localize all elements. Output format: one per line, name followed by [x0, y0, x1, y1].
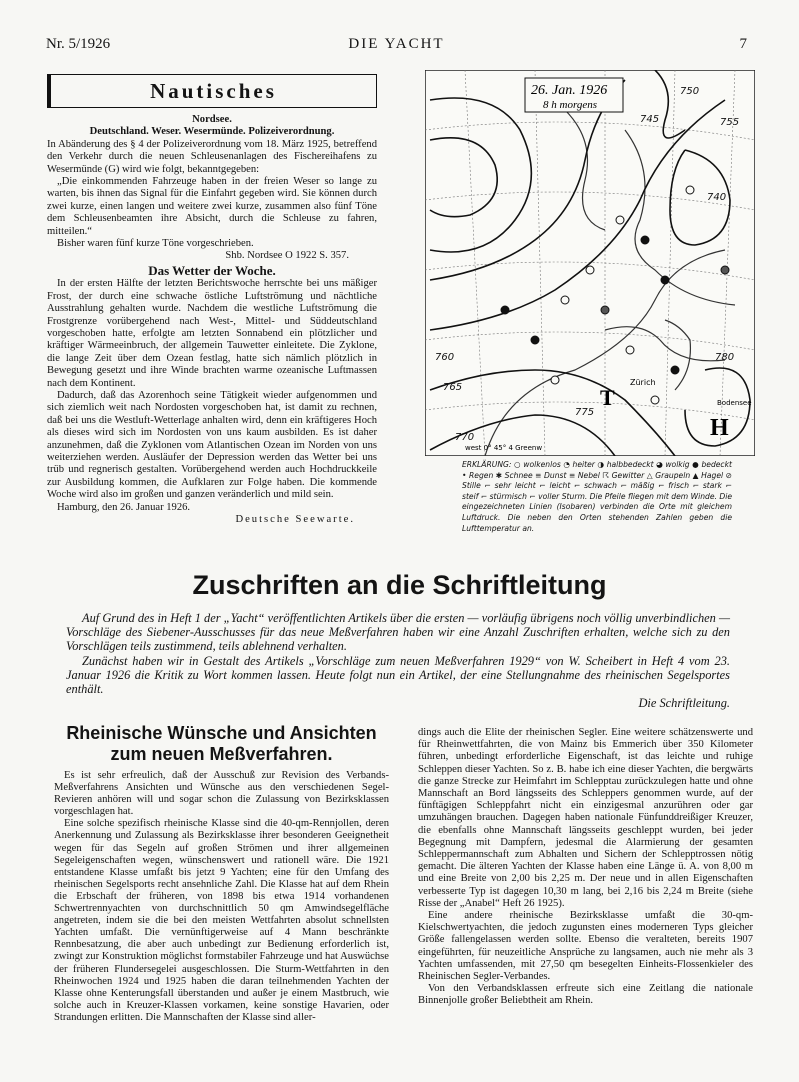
article-paragraph: dings auch die Elite der rheinischen Segler. Eine weitere schätzenswerte und für Rheinwettfahrten, die von Mainz bis Emmerich über 350 Kilometer führen, unbedingt erforderliche Eigenschaft, ist das leichte und ruhige Schleppen dieser Yachten. So z. B. habe ich eine dieser Yachten, die bergwärts die ganze Strecke zur Heimfahrt im Schlepptau zurückzulegen hatte und ohne Mannschaft an Bord längsseits des Schleppers genommen wurde, auf der fünftägigen Schleppfahrt nicht ein einzigesmal anzurühren oder gar umzuhängen brauchen. Dagegen haben nationale Fünfunddreißiger Kreuzer, die ebenfalls ohne Mannschaft längsseits geschleppt wurden, bei jeder Begegnung mit Dampfern, jedesmal die Alarmierung der gesamten Schleppermannschaft zum Abhalten und Sichern der Schlepptrossen nötig gemacht. Die älteren Yachten der Klasse haben eine Länge ü. A. von 8,00 m und eine Breite von 2,00 bis 2,25 m. Der neue und in allen Eigenschaften verbesserte Typ ist dagegen 10,30 m lang, bei 2,16 bis 2,24 m Breite (siehe Risse der „Anabel“ Heft 26 1925).: [418, 727, 753, 909]
sea-heading: Nordsee.: [192, 114, 232, 125]
isobar-label: 750: [680, 86, 700, 97]
editorial-intro: [66, 611, 730, 710]
notice-source: Shb. Nordsee O 1922 S. 357.: [225, 250, 349, 262]
article-right-column: [418, 727, 753, 1008]
article-title: [54, 723, 389, 765]
isobar-label: 755: [720, 117, 740, 128]
isobar-label: 780: [715, 352, 735, 363]
weather-dateline: Hamburg, den 26. Januar 1926.: [57, 501, 191, 513]
article-paragraph: Eine andere rheinische Bezirksklasse umfaßt die 30-qm-Kielschwertyachten, die jedoch zugunsten eines moderneren Typs gleicher Größe fallengelassen werden sollte. Ebenso die veralteten, bereits 1907 eingeführten, für neuzeitliche Ansprüche zu langsamen, auch nie mehr als 3 Yachten umfassenden, mit 27,50 qm besegelten Einheits-Flossenkieler des Rheinischen Segler-Verbandes.: [418, 910, 753, 983]
magazine-name: DIE YACHT: [348, 36, 445, 52]
map-date: 26. Jan. 1926: [531, 83, 608, 98]
map-edge-label: west 0° 45° 4 Greenw: [465, 444, 543, 452]
city-label: Zürich: [630, 378, 656, 387]
page-header: [46, 36, 747, 54]
article-paragraph: Eine solche spezifisch rheinische Klasse sind die 40-qm-Rennjollen, deren Anerkennung und Zulassung als Bezirksklasse ihrer besonderen Geeignetheit wegen für das Segeln auf großen Strömen und ihrer allgemeinen Segeleigenschaften wegen, wünschenswert und rationell wäre. Die 1921 entstandene Klasse umfaßt bis jetzt 9 Yachten; eine für den Umfang des rheinischen Segelsports recht ansehnliche Zahl. Die Klasse hat auf dem Rhein die Erbschaft der früheren, von 1898 bis etwa 1914 vorhandenen Schwertrennyachten von durchschnittlich 50 qm Amwindsegelfläche angetreten, indem sie die bei den meisten Wettfahrten absolut schnellsten Yachten umfaßt. Die vernünftigerweise auf 4 Mann beschränkte Rennbesatzung, die aber auch unbedingt zur Bedienung erforderlich ist, zwingt zur Konstruktion möglichst formstabiler Fahrzeuge und hat Auswüchse der früheren Flundersegelei ausgeschlossen. Die Sturm-Wettfahrten in den Rheinwochen 1924 und 1925 haben die daran teilnehmenden Yachten der Klasse ohne Kenterungsfall überstanden und außer je einem Mastbruch, wie solche auch in Kreuzer-Klassen vorkamen, keine sonstige Havarien, oder Strandungen erlitten. Die Mannschaften der Klasse sind aller-: [54, 818, 389, 1023]
isobar-label: 740: [707, 192, 727, 203]
intro-signature: Die Schriftleitung.: [638, 696, 730, 711]
map-legend: ERKLÄRUNG: ○ wolkenlos ◔ heiter ◑ halbbedeckt ◕ wolkig ● bedeckt • Regen ✱ Schnee ≡ Dunst ≡ Nebel ☈ Gewitter △ Graupeln ▲ Hagel ⊘ Stille ⌐ sehr leicht ⌐ leicht ⌐ schwach ⌐ mäßig ⌐ frisch ⌐ stark ⌐ steif ⌐ stürmisch ⌐ voller Sturm. Die Pfeile fliegen mit dem Winde. Die eingezeichneten Linien (Isobaren) verbinden die Orte mit gleichem Luftdruck. Die neben den Orten stehenden Zahlen geben die Lufttemperatur an.: [462, 460, 732, 533]
city-label: Bodensee: [717, 399, 752, 407]
intro-paragraph: Zunächst haben wir in Gestalt des Artikels „Vorschläge zum neuen Meßverfahren 1929“ von W. Scheibert in Heft 4 vom 23. Januar 1926 die Kritik zu Wort kommen lassen. Heute folgt nun ein Artikel, der eine Stellungnahme des rheinischen Segelsportes enthält.: [66, 653, 730, 697]
article-paragraph: Von den Verbandsklassen erfreute sich eine Zeitlang die nationale Binnenjolle großer Beliebtheit am Rhein.: [418, 983, 753, 1007]
article-paragraph: Es ist sehr erfreulich, daß der Ausschuß zur Revision des Verbands-Meßverfahrens Ansichten und Wünsche aus den verschiedenen Segel-Revieren anhören will und sogar schon die Zulassung von Bezirksklassen vorgeschlagen hat.: [54, 770, 389, 818]
article-title-line: zum neuen Meßverfahren.: [110, 744, 333, 764]
issue-number: Nr. 5/1926: [46, 36, 111, 52]
nautical-column: [47, 114, 377, 526]
weather-paragraph: Dadurch, daß das Azorenhoch seine Tätigkeit wieder aufgenommen und sich ziemlich weit nach Nordosten vorgeschoben hat, ist damit zu rechnen, daß bei uns die Westluft-Wetterlage anhalten wird, denn ein kräftigeres Hoch als dieses wird sich im Nordosten von uns kaum ausbilden. Es ist daher anzunehmen, daß die Zyklonen vom Atlantischen Ozean im Norden von uns weiterziehen werden. Ausläufer der Depression werden das Wetter bei uns trüb und regnerisch gestalten. Vorübergehend werden auch Hochdruckkeile zur Ausbildung kommen, die Aufklaren zur Folge haben. Die kommende Woche wird also im großen und ganzen veränderlich und mild sein.: [47, 389, 377, 501]
weather-map: [425, 70, 755, 456]
isobar-label: 765: [443, 382, 463, 393]
high-pressure-marker: H: [710, 415, 729, 441]
page-number: 7: [739, 36, 747, 52]
notice-heading: Deutschland. Weser. Wesermünde. Polizeiverordnung.: [89, 126, 335, 138]
notice-note: Bisher waren fünf kurze Töne vorgeschrieben.: [57, 238, 254, 250]
article-title-line: Rheinische Wünsche und Ansichten: [66, 723, 377, 743]
intro-paragraph: Auf Grund des in Heft 1 der „Yacht“ veröffentlichten Artikels über die ersten — vorläufig übrigens noch völlig unverbindlichen — Vorschläge des Siebener-Ausschusses für das neue Meßverfahren haben wir eine Anzahl Zuschriften erhalten, welche sich zu den Vorschlägen teils zustimmend, teils ablehnend verhalten.: [66, 611, 730, 654]
article-left-column: [54, 770, 389, 1024]
weather-paragraph: In der ersten Hälfte der letzten Berichtswoche herrschte bei uns mäßiger Frost, der durch eine schwache östliche Luftströmung und nächtliche Ausstrahlung gehalten wurde. Nachdem die westliche Luftströmung die Frostgrenze vorübergehend nach West-, Mittel- und Süddeutschland vorgeschoben hatte, erfolgte am letzten Sonnabend ein plötzlicher und kräftiger Wärmeeinbruch, der allgemein Tauwetter einleitete. Die Zyklone, die lange Zeit über dem Ozean festlag, hatte sich nämlich plötzlich in Bewegung gesetzt und ihre Winde brachten warme ozeanische Luftmassen nach dem Kontinent.: [47, 278, 377, 389]
isobar-label: 760: [435, 352, 455, 363]
notice-quote: „Die einkommenden Fahrzeuge haben in der freien Weser so lange zu warten, bis ihnen das Signal für die Einfahrt gegeben wird. Sie können durch zwei kurze, einen langen und weitere zwei kurze, zusammen also fünf Töne dem Schleusenbeamten ihre Absicht, durch die Schleuse zu fahren, mitteilen.“: [47, 176, 377, 237]
weather-signature: Deutsche Seewarte.: [235, 514, 355, 525]
map-time: 8 h morgens: [543, 99, 597, 111]
isobar-label: 745: [640, 114, 660, 125]
weather-title: Das Wetter der Woche.: [148, 262, 276, 278]
notice-paragraph: In Abänderung des § 4 der Polizeiverordnung vom 18. März 1925, betreffend den Verkehr durch die neuen Schleusenanlagen des Fischereihafens zu Wesermünde (G) wird wie folgt, bekanntgegeben:: [47, 138, 377, 175]
page-title: Zuschriften an die Schriftleitung: [192, 570, 607, 600]
section-title-box: Nautisches: [47, 74, 377, 108]
isobar-label: 770: [455, 432, 475, 443]
isobar-label: 775: [575, 407, 595, 418]
low-pressure-marker: T: [600, 385, 615, 410]
